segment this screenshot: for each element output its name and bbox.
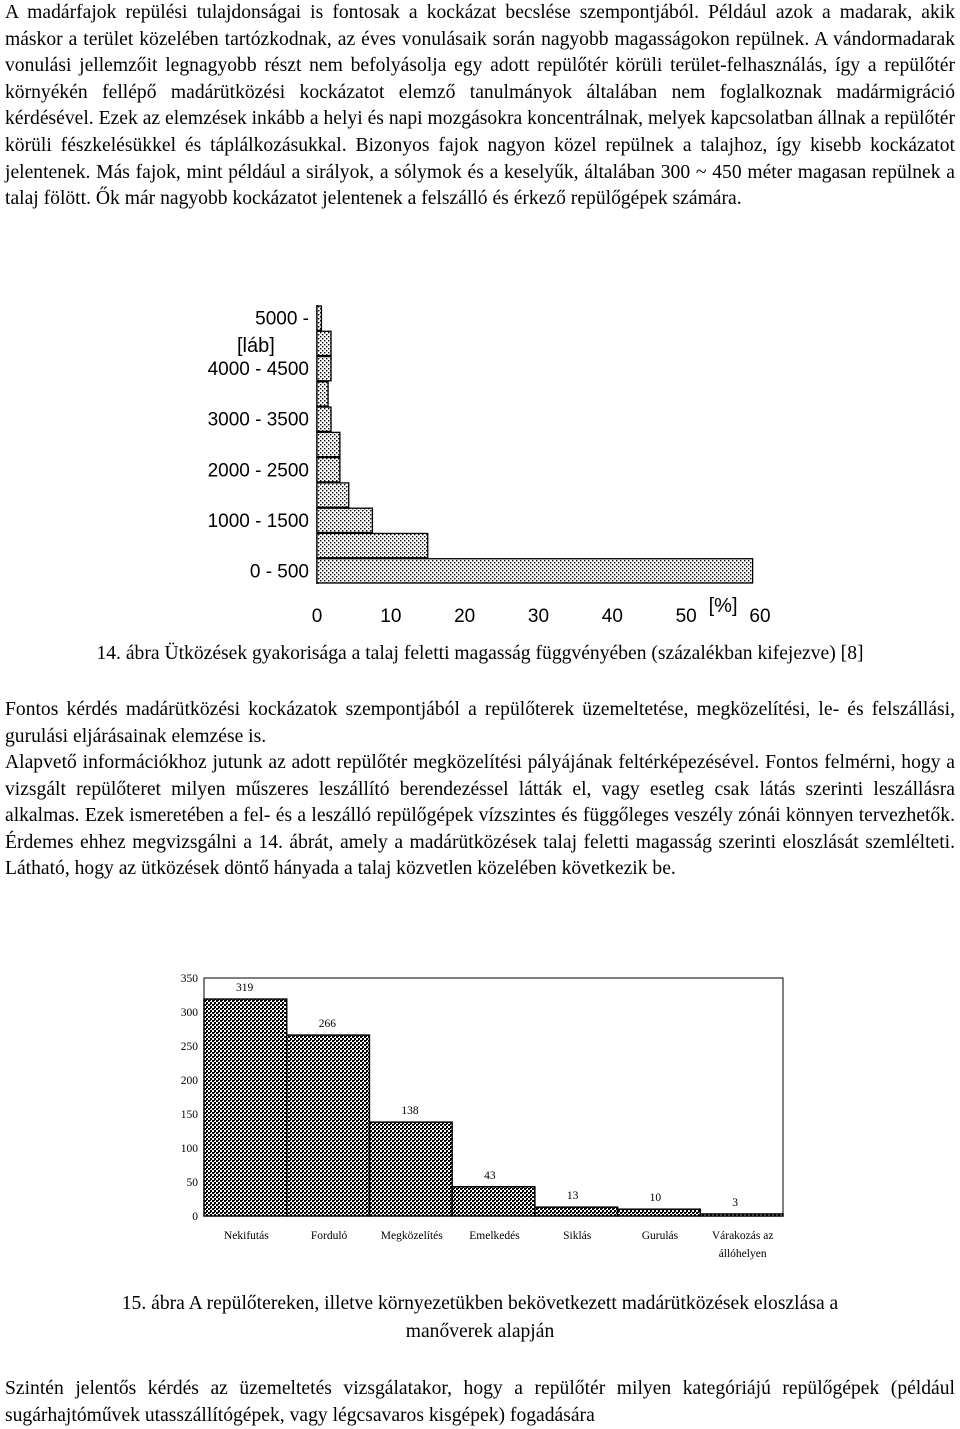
x-tick-label: Megközelítés <box>380 1230 443 1242</box>
data-label: 138 <box>401 1105 419 1118</box>
paragraph-approach: Alapvető információkhoz jutunk az adott repülőtér megközelítési pályájának feltérképezésével. Fontos felmérni, hogy a vizsgált repülőteret milyen műszeres leszállító berendezéssel látták el, vagy esetleg csak látás szerinti leszállásra alkalmas. Ezek ismeretében a fel- és a leszálló repülőgépek vízszintes és függőleges veszély zónái könnyen tervezhetők. Érdemes ehhez megvizsgálni a 14. ábrát, amely a madárütközések talaj feletti magasság szerinti eloszlását szemlélteti. Látható, hogy az ütközések döntő hányada a talaj közvetlen közelében következik be. <box>5 752 955 880</box>
bar <box>317 382 328 406</box>
bar <box>317 306 321 330</box>
bar <box>618 1209 701 1216</box>
y-tick-label: 0 - 500 <box>249 561 309 583</box>
paragraph-operations: Fontos kérdés madárütközési kockázatok szempontjából a repülőterek üzemeltetése, megközelítési, le- és felszállási, gurulási eljárásainak elemzése is. <box>5 699 955 747</box>
chart-altitude-distribution <box>180 300 790 630</box>
y-tick-label: 1000 - 1500 <box>207 510 309 532</box>
y-tick-label: 100 <box>180 1143 198 1155</box>
x-tick-label: 20 <box>454 606 476 627</box>
bar <box>700 1214 783 1216</box>
bar <box>317 458 340 482</box>
y-tick-label: 2000 - 2500 <box>207 460 309 482</box>
data-label: 266 <box>318 1018 336 1031</box>
x-tick-label: 10 <box>380 606 402 627</box>
figure-14-caption: 14. ábra Ütközések gyakorisága a talaj feletti magasság függvényében (százalékban kifejezve) [8] <box>96 643 864 664</box>
y-tick-label: 4000 - 4500 <box>207 359 309 381</box>
data-label: 13 <box>566 1190 579 1203</box>
bar <box>317 331 331 355</box>
y-tick-label: 300 <box>180 1007 198 1019</box>
chart-maneuver-distribution <box>160 960 800 1270</box>
bar <box>317 533 428 557</box>
y-tick-label: 150 <box>180 1109 198 1121</box>
paragraph-categories: Szintén jelentős kérdés az üzemeltetés vizsgálatakor, hogy a repülőtér milyen kategóriájú repülőgépek (például sugárhajtóművek utasszállítógépek, vagy légcsavaros kisgépek) fogadására <box>5 1378 955 1426</box>
x-tick-label: Gurulás <box>641 1230 679 1242</box>
x-tick-label: Siklás <box>563 1230 592 1242</box>
x-tick-label: 50 <box>675 606 697 627</box>
figure-15-caption-line-2: manőverek alapján <box>405 1321 555 1342</box>
y-tick-label: 50 <box>186 1177 198 1189</box>
y-tick-label: 3000 - 3500 <box>207 409 309 431</box>
y-tick-label: 250 <box>180 1041 198 1053</box>
bar <box>317 357 331 381</box>
bar <box>287 1035 370 1216</box>
x-tick-label: Várakozás az <box>711 1230 774 1242</box>
bar <box>452 1187 535 1216</box>
x-tick-label: 0 <box>311 606 323 627</box>
bar <box>317 432 340 456</box>
data-label: 10 <box>649 1192 662 1205</box>
x-tick-label: 60 <box>749 606 771 627</box>
bar <box>317 559 753 583</box>
y-tick-label: 5000 - <box>255 308 309 330</box>
bar <box>369 1122 452 1216</box>
data-label: 319 <box>236 982 254 995</box>
x-tick-label: állóhelyen <box>718 1248 767 1260</box>
y-tick-label: 200 <box>180 1075 198 1087</box>
bar <box>317 508 372 532</box>
bar <box>317 407 331 431</box>
x-tick-label: 40 <box>601 606 623 627</box>
x-axis-unit-label: [%] <box>708 595 738 617</box>
paragraph-intro: A madárfajok repülési tulajdonságai is fontosak a kockázat becslése szempontjából. Például azok a madarak, akik máskor a terület közelében tartózkodnak, az éves vonulásaik során nagyobb magasságokon repülnek. A vándormadarak vonulási jellemzőit legnagyobb részt nem befolyásolja egy adott repülőtér körüli terület-felhasználás, így a repülőtér környékén fellépő madárütközési kockázatot elemző tanulmányok általában nem foglalkoznak madármigráció kérdésével. Ezek az elemzések inkább a helyi és napi mozgásokra koncentrálnak, melyek kapcsolatban állnak a repülőtér körüli fészkelésükkel és táplálkozásukkal. Bizonyos fajok nagyon közel repülnek a talajhoz, így kisebb kockázatot jelentenek. Más fajok, mint például a sirályok, a sólymok és a keselyűk, általában 300 ~ 450 méter magasan repülnek a talaj fölött. Ők már nagyobb kockázatot jelentenek a felszálló és érkező repülőgépek számára. <box>5 2 955 210</box>
y-tick-label: 0 <box>192 1211 198 1223</box>
x-tick-label: Nekifutás <box>223 1230 269 1242</box>
bar <box>317 483 349 507</box>
bar <box>535 1207 618 1216</box>
data-label: 3 <box>732 1196 739 1209</box>
bar <box>204 999 287 1216</box>
figure-15-caption-line-1: 15. ábra A repülőtereken, illetve környezetükben bekövetkezett madárütközések eloszlása a <box>121 1293 839 1314</box>
data-label: 43 <box>484 1169 496 1182</box>
x-tick-label: Emelkedés <box>469 1230 520 1242</box>
y-axis-unit-label: [láb] <box>237 335 275 357</box>
x-tick-label: Forduló <box>310 1230 348 1242</box>
x-tick-label: 30 <box>527 606 550 627</box>
y-tick-label: 350 <box>180 973 198 985</box>
